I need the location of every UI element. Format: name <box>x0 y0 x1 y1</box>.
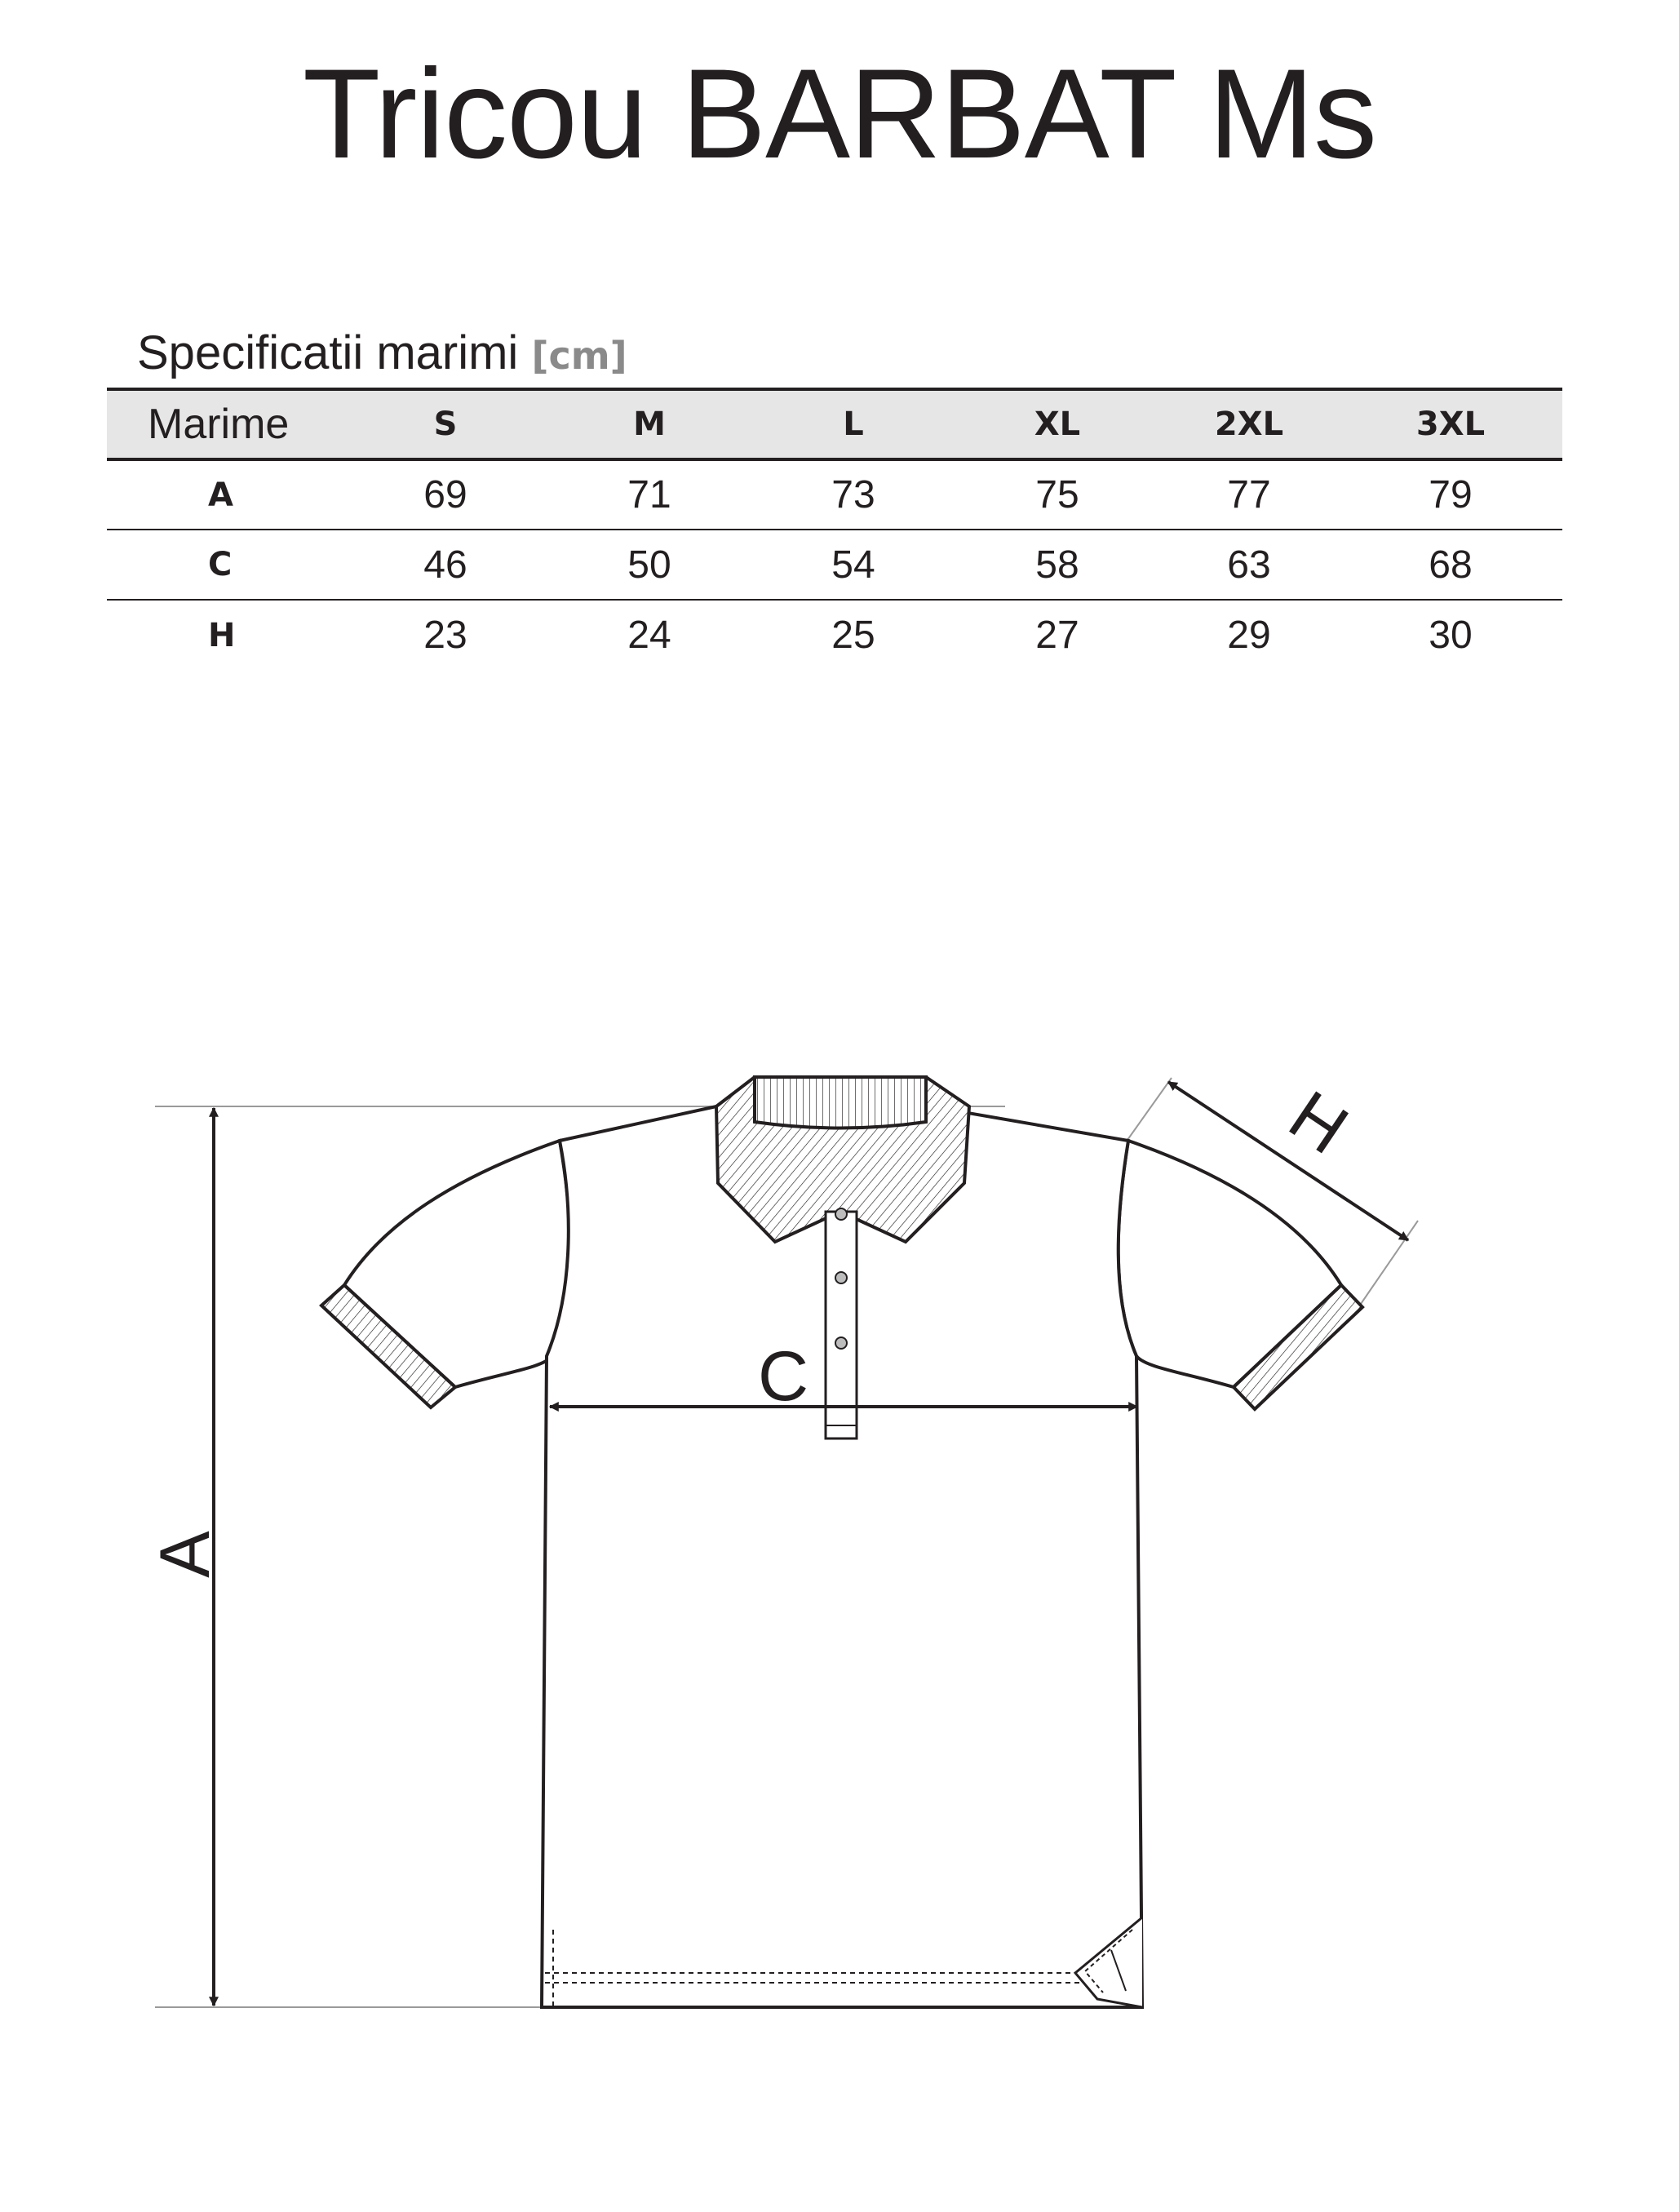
sleeve-label: H <box>1275 1075 1362 1170</box>
size-header-s: S <box>343 389 547 459</box>
table-cell: 27 <box>1035 614 1079 657</box>
table-cell: 79 <box>1339 459 1562 530</box>
table-cell: 23 <box>423 614 467 657</box>
table-cell: 77 <box>1159 459 1339 530</box>
left-sleeve <box>321 1141 570 1407</box>
size-header-xl: XL <box>955 389 1159 459</box>
table-row-c <box>107 530 1562 600</box>
table-cell: 54 <box>751 530 955 600</box>
size-header-m: M <box>547 389 751 459</box>
row-label: A <box>107 459 343 530</box>
button-icon <box>835 1272 847 1283</box>
table-cell: 68 <box>1339 530 1562 600</box>
table-cell: 69 <box>343 459 547 530</box>
table-cell: 75 <box>955 459 1159 530</box>
table-cell: 58 <box>955 530 1159 600</box>
size-header-3xl: 3XL <box>1339 389 1562 459</box>
table-cell: 71 <box>547 459 751 530</box>
table-cell: 25 <box>831 614 875 657</box>
size-header-l: L <box>751 389 955 459</box>
button-icon <box>835 1337 847 1349</box>
chest-label: C <box>757 1337 809 1416</box>
table-row-h <box>107 600 1562 670</box>
table-cell: 24 <box>627 614 671 657</box>
placket <box>826 1208 857 1438</box>
size-table <box>107 388 1562 670</box>
row-label: C <box>107 530 343 600</box>
table-cell: 63 <box>1159 530 1339 600</box>
table-cell: 50 <box>547 530 751 600</box>
table-cell: 73 <box>751 459 955 530</box>
row-label: H <box>208 616 236 654</box>
table-cell: 29 <box>1227 614 1271 657</box>
spec-heading-text: Specificatii marimi <box>137 326 519 379</box>
polo-shirt-diagram <box>0 1020 1679 2081</box>
table-cell: 30 <box>1429 614 1473 657</box>
table-row-a <box>107 459 1562 530</box>
spec-unit: [cm] <box>531 334 627 378</box>
size-header-2xl: 2XL <box>1159 389 1339 459</box>
spec-heading <box>137 325 627 384</box>
size-corner-label: Marime <box>107 389 343 459</box>
page-title: Tricou BARBAT Ms <box>302 43 1377 185</box>
table-cell: 46 <box>343 530 547 600</box>
length-label: A <box>146 1531 224 1578</box>
right-sleeve <box>1119 1141 1362 1409</box>
button-icon <box>835 1208 847 1220</box>
size-header-row <box>107 389 1562 459</box>
